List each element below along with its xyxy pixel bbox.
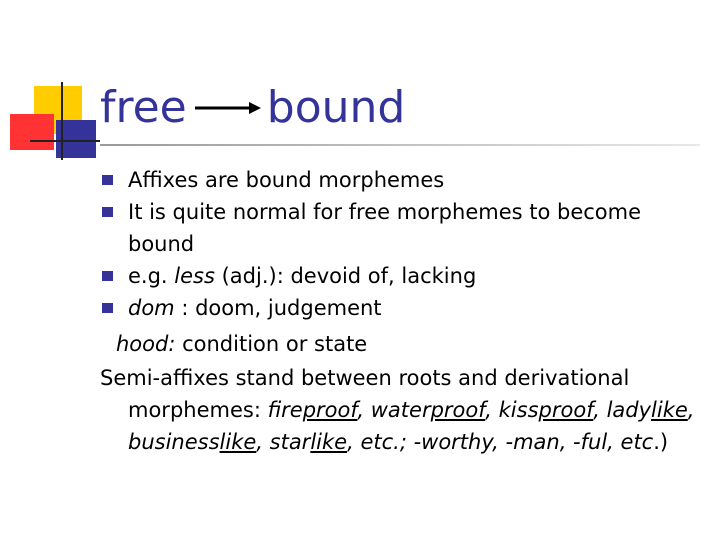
bullet-item bbox=[100, 196, 700, 260]
bullet-square-icon bbox=[102, 271, 113, 281]
hood-line bbox=[100, 328, 700, 360]
example-word: fireproof, waterproof, kissproof, ladylike, businesslike, starlike, etc.; -worthy, -man, -ful, etc bbox=[128, 398, 695, 454]
slide-body bbox=[100, 164, 700, 458]
bullet-item bbox=[100, 164, 700, 196]
bullet-italic-term: less bbox=[174, 264, 215, 288]
semi-affixes-intro: Semi-affixes stand between roots and derivational morphemes: bbox=[100, 366, 630, 422]
bullet-square-icon bbox=[102, 175, 113, 185]
slide-decoration bbox=[0, 0, 110, 170]
bullet-square-icon bbox=[102, 303, 113, 313]
bullet-rest: : doom, judgement bbox=[174, 296, 382, 320]
bullet-text: It is quite normal for free morphemes to become bound bbox=[128, 200, 642, 256]
arrow-right-icon bbox=[193, 98, 263, 118]
semi-affixes-paragraph bbox=[100, 362, 700, 458]
title-bound: bound bbox=[266, 82, 406, 133]
bullet-rest: (adj.): devoid of, lacking bbox=[214, 264, 477, 288]
slide-title bbox=[100, 82, 406, 133]
bullet-item bbox=[100, 260, 700, 292]
bullet-prefix: e.g. bbox=[128, 264, 175, 288]
title-divider bbox=[100, 144, 700, 146]
semi-affixes-tail: .) bbox=[653, 430, 669, 454]
bullet-italic-term: dom bbox=[128, 296, 175, 320]
bullet-item bbox=[100, 292, 700, 324]
bullet-square-icon bbox=[102, 207, 113, 217]
title-free: free bbox=[100, 82, 187, 133]
bullet-text: Affixes are bound morphemes bbox=[128, 168, 445, 192]
hood-term: hood: bbox=[116, 332, 176, 356]
hood-definition: condition or state bbox=[175, 332, 368, 356]
